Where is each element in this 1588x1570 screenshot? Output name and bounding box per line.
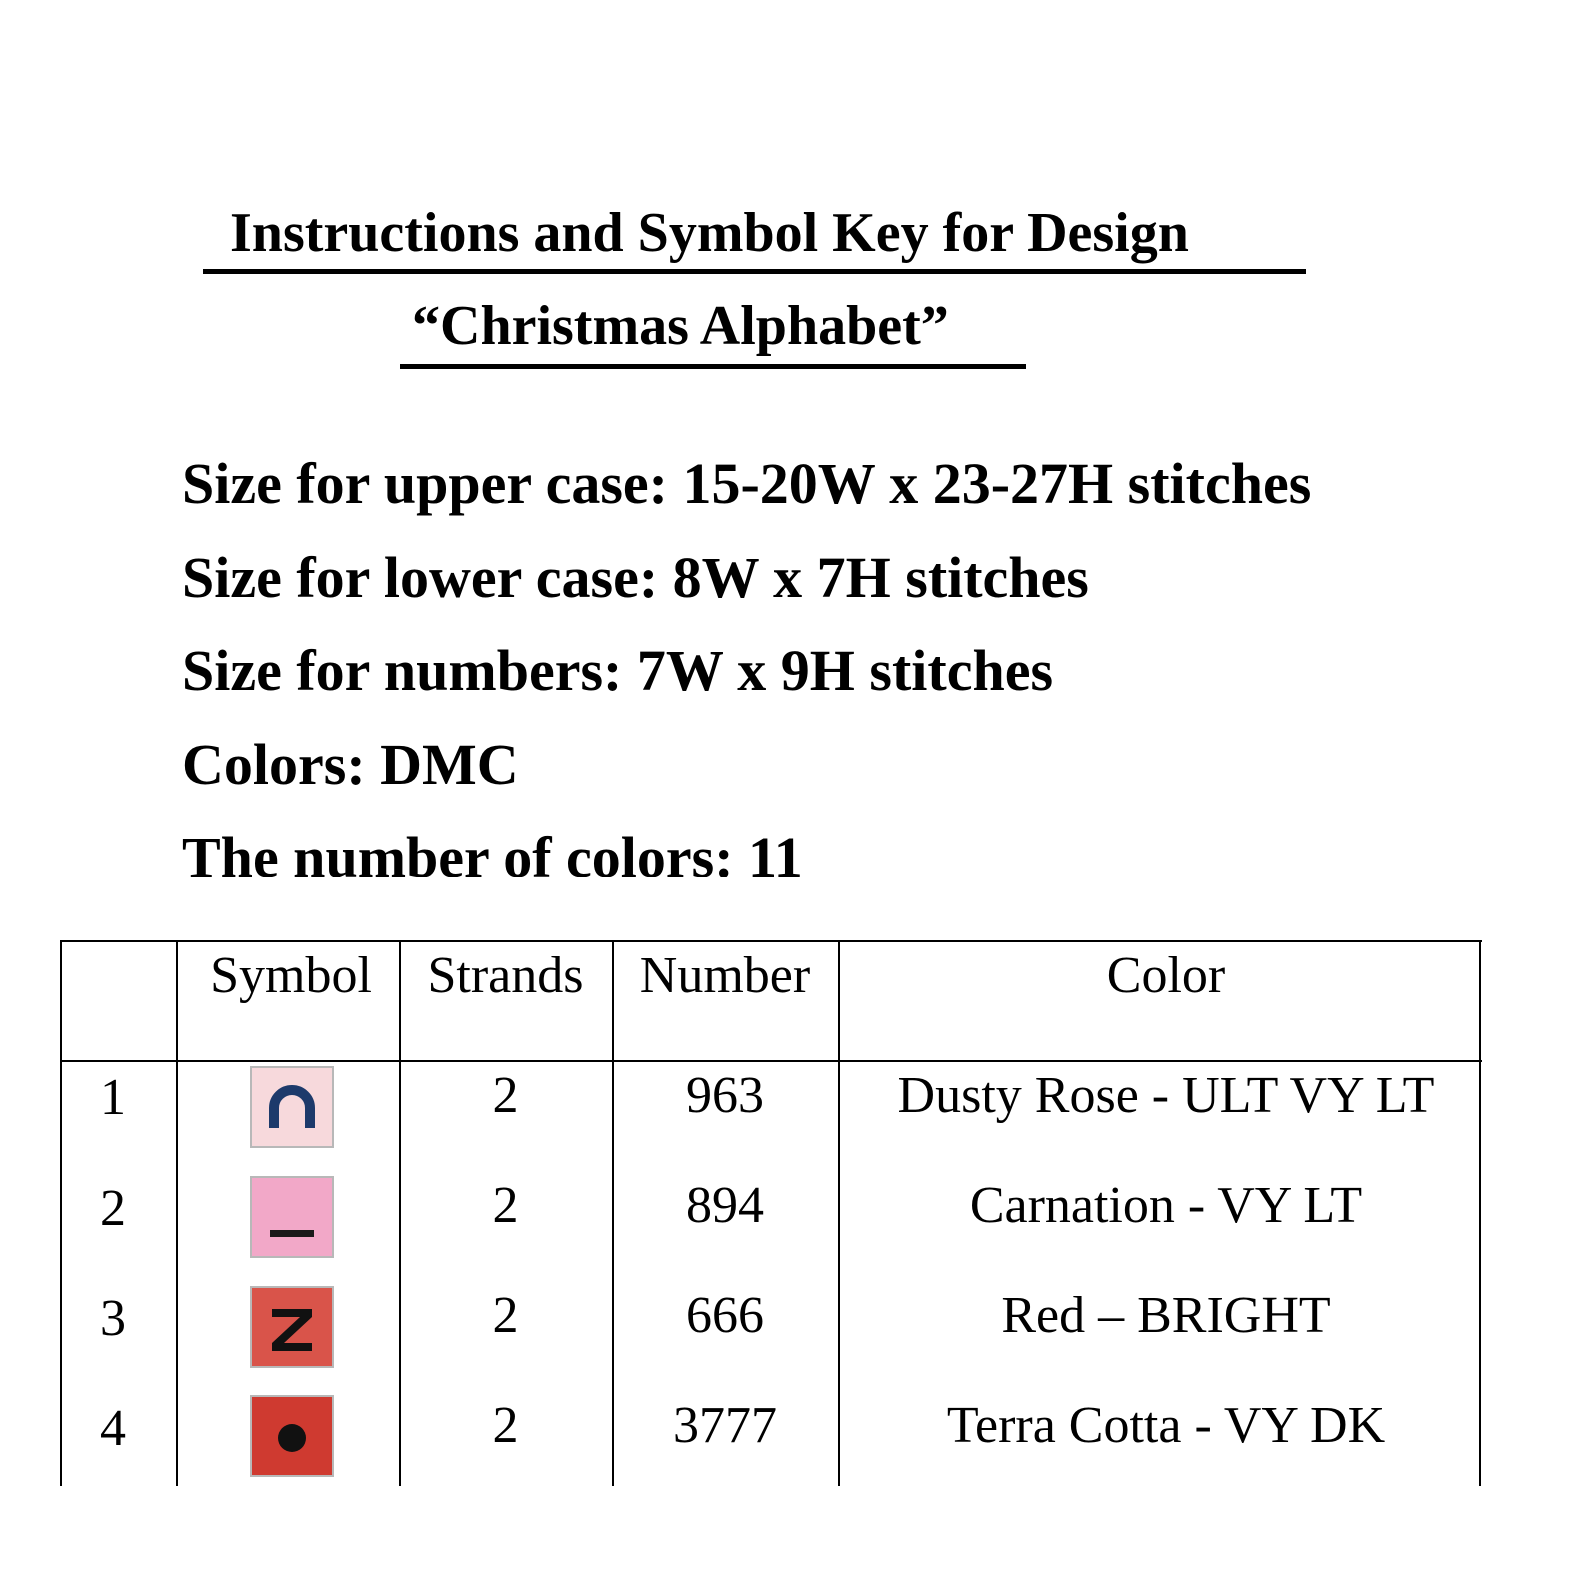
row-color: Dusty Rose - ULT VY LT	[897, 1067, 1435, 1124]
row-strands: 2	[492, 1287, 519, 1344]
row-strands: 2	[492, 1177, 519, 1234]
row-number: 894	[686, 1177, 764, 1234]
arch-icon	[250, 1066, 334, 1148]
title-underline	[203, 269, 1306, 274]
row-index: 3	[100, 1290, 126, 1347]
row-color: Terra Cotta - VY DK	[946, 1397, 1386, 1454]
table-top-border	[60, 940, 1482, 942]
row-number: 3777	[673, 1397, 777, 1454]
header-symbol: Symbol	[210, 947, 372, 1004]
row-number: 963	[686, 1067, 764, 1124]
row-color: Red – BRIGHT	[1001, 1287, 1331, 1344]
design-name: “Christmas Alphabet”	[412, 295, 949, 357]
row-number: 666	[686, 1287, 764, 1344]
dash-icon	[250, 1176, 334, 1258]
upper-case-size: Size for upper case: 15-20W x 23-27H stitches	[182, 451, 1312, 516]
row-strands: 2	[492, 1067, 519, 1124]
row-index: 1	[100, 1069, 126, 1126]
row-index: 4	[100, 1400, 126, 1457]
z-letter-icon	[250, 1286, 334, 1368]
table-header-border	[60, 1060, 1482, 1062]
header-color: Color	[1106, 947, 1226, 1004]
row-index: 2	[100, 1180, 126, 1237]
header-number: Number	[639, 947, 811, 1004]
lower-case-size: Size for lower case: 8W x 7H stitches	[182, 545, 1089, 610]
number-of-colors: The number of colors: 11	[182, 829, 803, 877]
row-color: Carnation - VY LT	[969, 1177, 1363, 1234]
table-col-border	[176, 940, 178, 1486]
page-title: Instructions and Symbol Key for Design	[230, 202, 1189, 264]
row-strands: 2	[492, 1397, 519, 1454]
header-strands: Strands	[427, 947, 584, 1004]
colors-brand: Colors: DMC	[182, 732, 519, 797]
dot-icon	[250, 1395, 334, 1477]
numbers-size: Size for numbers: 7W x 9H stitches	[182, 638, 1054, 703]
design-name-underline	[400, 364, 1026, 369]
